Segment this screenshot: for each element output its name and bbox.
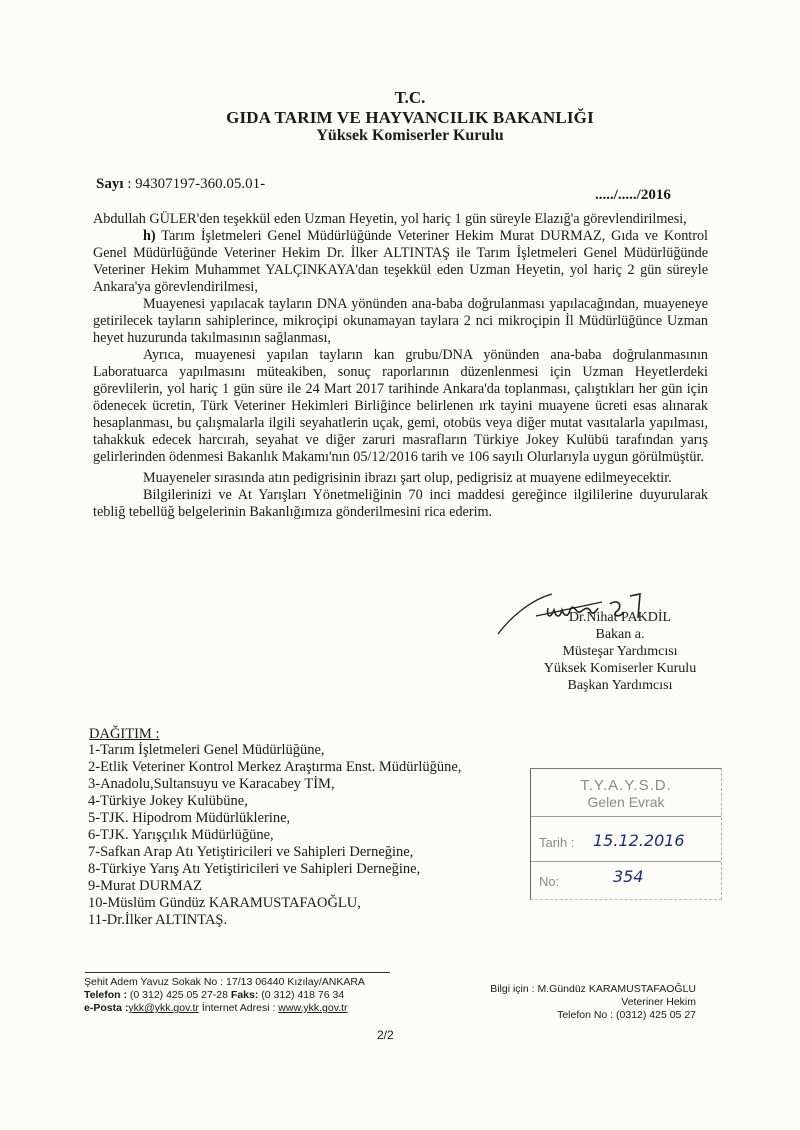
footer-email-line	[84, 1002, 365, 1015]
list-item: 1-Tarım İşletmeleri Genel Müdürlüğüne,	[88, 742, 325, 758]
list-item: 7-Safkan Arap Atı Yetiştiricileri ve Sahipleri Derneğine,	[88, 844, 414, 860]
email-link[interactable]: ykk@ykk.gov.tr	[128, 1002, 199, 1014]
signer-line-4: Yüksek Komiserler Kurulu	[543, 661, 697, 676]
paragraph-1: Abdullah GÜLER'den teşekkül eden Uzman Heyetin, yol hariç 1 gün süreyle Elazığ'a görevlendirilmesi,	[93, 211, 687, 227]
info-title: Veteriner Hekim	[621, 996, 696, 1008]
signer-line-3: Müsteşar Yardımcısı	[562, 644, 678, 659]
info-contact: Bilgi için : M.Gündüz KARAMUSTAFAOĞLU	[490, 983, 696, 995]
web-label: İnternet Adresi :	[198, 1002, 279, 1014]
paragraph-4: Ayrıca, muayenesi yapılan tayların kan grubu/DNA yönünden ana-baba doğrulanmasının Laboratuarca yapılmasını müteakiben, sonuç raporlarının düzenlenmesi için Uzman Heyetlerdeki görevlilerin, yol hariç 1 gün süre ile 24 Mart 2017 tarihinde Ankara'da toplanması, çalıştıkları her gün için ödenecek ücretin, Türk Veteriner Hekimleri Birliğince belirlenen ırk tayini muayene ücreti esas alınarak hesaplanması, bu çalışmalarla ilgili seyahatlerin uçak, gemi, otobüs veya diğer mutat vasıtalarla yapılması, tahakkuk edecek harcırah, seyahat ve diğer zaruri masrafların Türkiye Jokey Kulübü tarafından yarış gelirlerinden ödenmesi Bakanlık Makamı'nın 05/12/2016 tarih ve 106 sayılı Olurlarıyla uygun görülmüştür.	[93, 347, 708, 465]
divider	[531, 816, 721, 817]
reference-number	[96, 176, 265, 193]
footer-info	[456, 983, 696, 1022]
phone-value: (0 312) 425 05 27-28	[126, 989, 231, 1001]
paragraph-2	[93, 228, 708, 296]
stamp-date-label: Tarih :	[539, 835, 575, 850]
stamp-date-value: 15.12.2016	[593, 831, 685, 850]
paragraph-6: Bilgilerinizi ve At Yarışları Yönetmeliğinin 70 inci maddesi gereğince ilgililerine duyurularak tebliğ tebellüğ belgelerinin Bakanlığımıza gönderilmesini rica ederim.	[93, 487, 708, 520]
paragraph-5: Muayeneler sırasında atın pedigrisinin ibrazı şart olup, pedigrisiz at muayene edilmeyecektir.	[143, 470, 672, 486]
signer-name: Dr.Nihat PAKDİL	[568, 610, 672, 625]
list-item: 8-Türkiye Yarış Atı Yetiştiricileri ve Sahipleri Derneğine,	[88, 861, 421, 877]
fax-label: Faks:	[230, 989, 259, 1001]
letter-body	[93, 211, 708, 521]
info-phone: Telefon No : (0312) 425 05 27	[557, 1009, 696, 1021]
web-link[interactable]: www.ykk.gov.tr	[278, 1002, 348, 1014]
reference-label: Sayı	[96, 176, 124, 192]
page-number: 2/2	[377, 1028, 394, 1042]
list-item: 11-Dr.İlker ALTINTAŞ.	[88, 912, 228, 928]
distribution-list	[88, 742, 461, 929]
footer-divider	[85, 972, 390, 973]
stamp-org: T.Y.A.Y.S.D.	[580, 777, 672, 794]
distribution-title: DAĞITIM :	[89, 726, 160, 742]
list-item: 2-Etlik Veteriner Kontrol Merkez Araştırma Enst. Müdürlüğüne,	[88, 759, 462, 775]
header-tc: T.C.	[394, 88, 426, 107]
list-item: 3-Anadolu,Sultansuyu ve Karacabey TİM,	[88, 776, 335, 792]
paragraph-3: Muayenesi yapılacak tayların DNA yönünden ana-baba doğrulanması yapılacağından, muayeneye getirilecek tayların sahiplerince, mikroçipi okunamayan taylara 2 nci mikroçipin İl Müdürlüğünce Uzman heyet huzurunda takılmasının sağlanması,	[93, 296, 708, 346]
list-item: 10-Müslüm Gündüz KARAMUSTAFAOĞLU,	[88, 895, 361, 911]
ministry-name: GIDA TARIM VE HAYVANCILIK BAKANLIĞI	[226, 108, 594, 127]
signature-block	[540, 609, 700, 694]
reference-value: : 94307197-360.05.01-	[127, 176, 266, 192]
divider	[531, 861, 721, 862]
board-name: Yüksek Komiserler Kurulu	[316, 127, 504, 144]
list-item: 9-Murat DURMAZ	[88, 878, 202, 894]
list-item: 5-TJK. Hipodrom Müdürlüklerine,	[88, 810, 291, 826]
footer-contact	[84, 976, 365, 1015]
stamp-no-label: No:	[539, 874, 560, 889]
signer-line-5: Başkan Yardımcısı	[567, 678, 673, 693]
item-marker: h)	[143, 228, 156, 244]
list-item: 6-TJK. Yarışçılık Müdürlüğüne,	[88, 827, 274, 843]
document-date: ...../...../2016	[595, 187, 671, 203]
phone-label: Telefon :	[84, 989, 127, 1001]
list-item: 4-Türkiye Jokey Kulübüne,	[88, 793, 248, 809]
email-label: e-Posta :	[84, 1002, 129, 1014]
fax-value: (0 312) 418 76 34	[258, 989, 345, 1001]
stamp-no-value: 354	[613, 867, 644, 886]
incoming-document-stamp	[530, 768, 722, 900]
paragraph-2-text: Tarım İşletmeleri Genel Müdürlüğünde Veteriner Hekim Murat DURMAZ, Gıda ve Kontrol Genel Müdürlüğünde Veteriner Hekim Dr. İlker ALTINTAŞ ile Tarım İşletmeleri Genel Müdürlüğünde Veteriner Hekim Muhammet YALÇINKAYA'dan teşekkül eden Uzman Heyetin, yol hariç 2 gün süreyle Ankara'ya görevlendirilmesi,	[93, 228, 708, 295]
stamp-title: Gelen Evrak	[587, 794, 665, 810]
signer-line-2: Bakan a.	[595, 627, 645, 642]
footer-address: Şehit Adem Yavuz Sokak No : 17/13 06440 Kızılay/ANKARA	[84, 976, 365, 988]
footer-phone-line	[84, 989, 365, 1002]
